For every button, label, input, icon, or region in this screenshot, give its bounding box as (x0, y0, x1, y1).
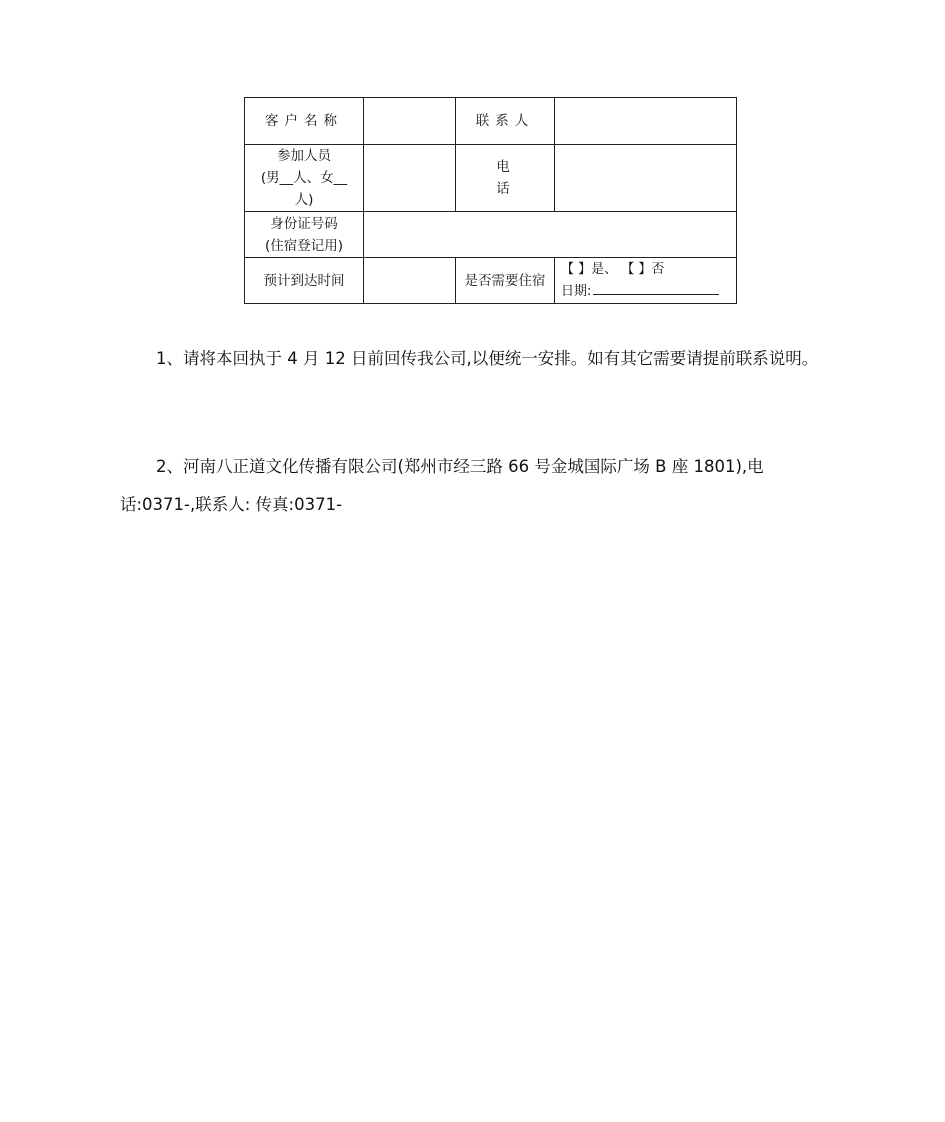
paragraph-1 (120, 340, 830, 378)
paragraph-2 (120, 448, 830, 524)
field-participants[interactable] (364, 145, 456, 212)
row-id-number (245, 212, 737, 258)
field-lodging[interactable] (555, 258, 737, 304)
paragraph-2-text: 2、河南八正道文化传播有限公司(郑州市经三路 66 号金城国际广场 B 座 1801),电话:0371-,联系人: 传真:0371- (120, 457, 764, 514)
field-id-number[interactable] (364, 212, 737, 258)
label-participants-line2: (男__人、女__ (260, 170, 348, 186)
row-participants (245, 145, 737, 212)
registration-form-table (244, 97, 737, 304)
label-id-number-line1: 身份证号码 (270, 215, 338, 232)
label-need-lodging: 是否需要住宿 (456, 258, 555, 304)
date-underline[interactable] (593, 280, 719, 295)
paragraph-1-text: 1、请将本回执于 4 月 12 日前回传我公司,以便统一安排。如有其它需要请提前联系说明。 (156, 349, 819, 368)
lodging-date (561, 280, 732, 302)
label-participants-line3: 人) (294, 192, 314, 208)
label-contact-person: 联系人 (456, 98, 555, 145)
label-customer-name: 客户名称 (245, 98, 364, 145)
label-id-number (245, 212, 364, 258)
field-arrival-time[interactable] (364, 258, 456, 304)
label-phone: 电 话 (456, 145, 555, 212)
field-contact-person[interactable] (555, 98, 737, 145)
date-label: 日期: (561, 283, 592, 299)
label-participants-line1: 参加人员 (277, 148, 331, 164)
lodging-options[interactable]: 【 】是、 【 】否 (561, 261, 665, 277)
field-phone[interactable] (555, 145, 737, 212)
row-arrival (245, 258, 737, 304)
row-customer-name (245, 98, 737, 145)
label-id-number-line2: (住宿登记用) (264, 237, 344, 254)
label-participants (245, 145, 364, 212)
field-customer-name[interactable] (364, 98, 456, 145)
label-arrival-time: 预计到达时间 (245, 258, 364, 304)
